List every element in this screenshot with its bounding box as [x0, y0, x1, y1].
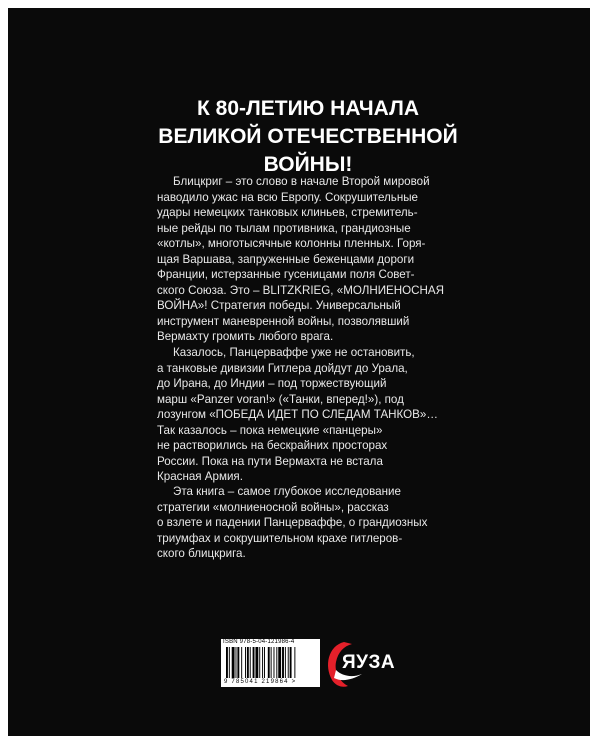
text-line: а танковые дивизии Гитлера дойдут до Урала, — [157, 361, 408, 375]
headline — [158, 95, 458, 179]
text-line: ского Союза. Это – BLITZKRIEG, «МОЛНИЕНОСНАЯ — [157, 283, 445, 297]
text-line: наводило ужас на всю Европу. Сокрушительные — [157, 190, 418, 204]
barcode-digits: 9 785041 219864 > — [224, 679, 297, 685]
barcode-bar — [229, 647, 230, 678]
text-line: о взлете и падении Панцерваффе, о грандиозных — [157, 516, 428, 529]
text-line: Блицкриг – это слово в начале Второй мировой — [173, 175, 430, 188]
text-line: «котлы», многотысячные колонны пленных. Горя- — [157, 237, 426, 250]
text-line: Казалось, Панцерваффе уже не остановить, — [173, 346, 415, 359]
barcode-bar — [271, 647, 272, 678]
text-line: ные рейды по тылам противника, грандиозные — [157, 221, 411, 235]
headline-line: ВЕЛИКОЙ ОТЕЧЕСТВЕННОЙ — [158, 125, 458, 148]
barcode-bar — [278, 647, 281, 678]
barcode-bar — [285, 647, 286, 678]
barcode-bars — [226, 647, 316, 678]
barcode-bar — [253, 647, 255, 678]
text-line: до Ирана, до Индии – под торжествующий — [157, 377, 387, 390]
text-line: лозунгом «ПОБЕДА ИДЕТ ПО СЛЕДАМ ТАНКОВ»… — [157, 408, 438, 421]
barcode-bar — [245, 647, 246, 678]
text-line: стратегии «молниеносной войны», рассказ — [157, 500, 389, 514]
text-line: Красная Армия. — [157, 470, 243, 483]
text-line: Так казалось – пока немецкие «панцеры» — [157, 423, 383, 437]
barcode-bar — [276, 647, 277, 678]
paragraph-panzerwaffe — [157, 345, 463, 485]
text-line: не растворились на бескрайних просторах — [157, 439, 388, 452]
barcode-bar — [250, 647, 251, 678]
barcode-bar — [232, 647, 235, 678]
publisher-logo — [322, 636, 394, 692]
text-line: Франции, истерзанные гусеницами поля Совет- — [157, 268, 415, 281]
barcode-bar — [226, 647, 228, 678]
publisher-name: ЯУЗА — [342, 652, 396, 673]
barcode-bar — [282, 647, 284, 678]
barcode-bar — [247, 647, 249, 678]
barcode-bar — [237, 647, 239, 678]
text-line: щая Варшава, запруженные беженцами дороги — [157, 252, 415, 266]
paragraph-book-summary — [157, 484, 463, 562]
headline-line: К 80-ЛЕТИЮ НАЧАЛА — [197, 97, 419, 120]
isbn-label: ISBN 978-5-04-121986-4 — [223, 639, 295, 645]
text-line: марш «Panzer voran!» («Танки, вперед!»), под — [157, 392, 404, 406]
barcode-bar — [264, 647, 265, 678]
barcode-bar — [274, 647, 275, 678]
text-line: инструмент маневренной войны, позволявший — [157, 314, 410, 328]
back-cover — [8, 8, 590, 736]
text-line: триумфах и сокрушительном крахе гитлеров- — [157, 531, 403, 545]
barcode-bar — [262, 647, 263, 678]
headline-line: ВОЙНЫ! — [263, 153, 353, 176]
isbn-barcode — [221, 639, 320, 687]
text-line: ВОЙНА»! Стратегия победы. Универсальный — [157, 299, 401, 312]
barcode-bar — [259, 647, 260, 678]
barcode-bar — [288, 647, 289, 678]
barcode-bar — [236, 647, 237, 678]
text-line: Эта книга – самое глубокое исследование — [173, 485, 401, 498]
text-line: ского блицкрига. — [157, 547, 246, 560]
barcode-bar — [255, 647, 258, 678]
text-line: России. Пока на пути Вермахта не встала — [157, 454, 383, 468]
text-line: Вермахту громить любого врага. — [157, 330, 334, 343]
barcode-bar — [268, 647, 270, 678]
paragraph-blitzkrieg — [157, 174, 463, 345]
barcode-bar — [294, 647, 295, 678]
barcode-bar — [241, 647, 242, 678]
barcode-bar — [290, 647, 292, 678]
text-line: удары немецких танковых клиньев, стремитель- — [157, 206, 418, 219]
